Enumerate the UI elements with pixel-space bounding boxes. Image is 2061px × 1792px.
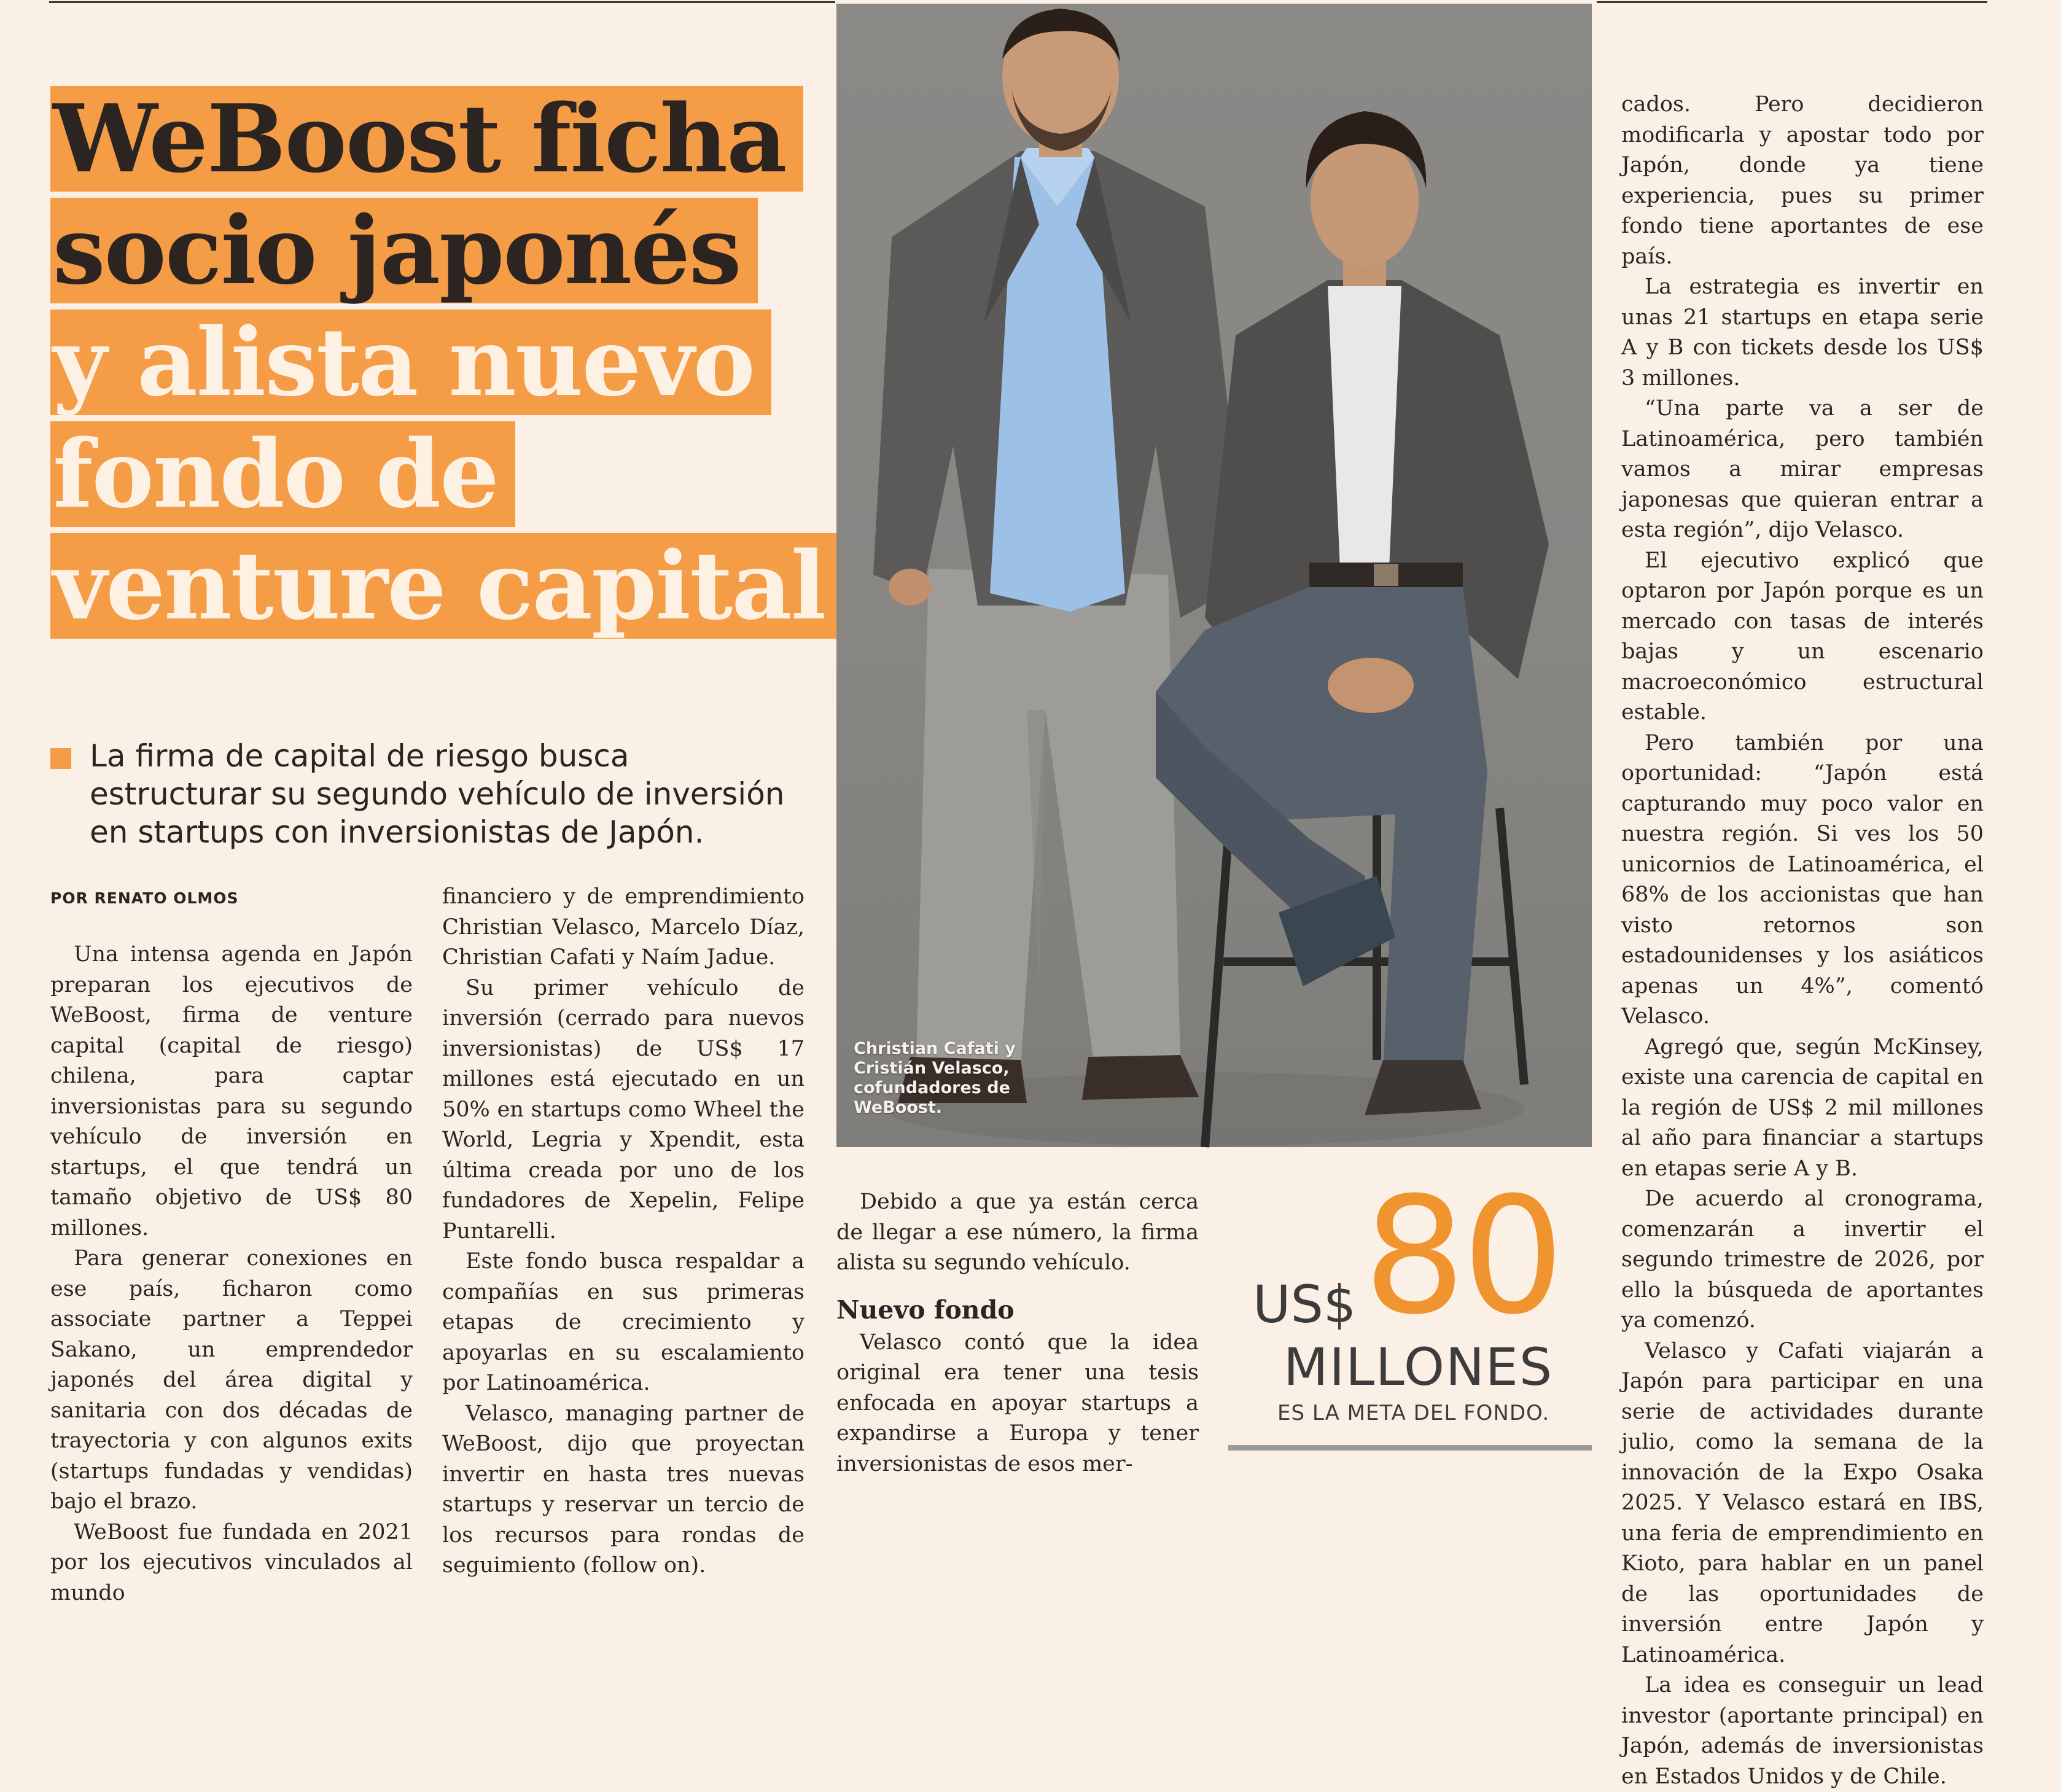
caption-line: WeBoost. [854, 1098, 943, 1117]
paragraph: Velasco contó que la idea original era tener una tesis enfocada en apoyar startups a expandirse a Europa y tener inversionistas de esos mer- [836, 1330, 1199, 1476]
top-rule-right [1597, 1, 1987, 3]
paragraph: Agregó que, según McKinsey, existe una carencia de capital en la región de US$ 2 mil millones al año para financiar a startups en etapas serie A y B. [1621, 1034, 1984, 1181]
paragraph: cados. Pero decidieron modificarla y apostar todo por Japón, donde ya tiene experiencia, pues su primer fondo tiene aportantes de ese país. [1621, 92, 1984, 269]
stat-note: ES LA META DEL FONDO. [1277, 1401, 1550, 1425]
paragraph: La idea es conseguir un lead investor (aportante principal) en Japón, además de inversionistas en Estados Unidos y de Chile. [1621, 1673, 1984, 1789]
paragraph: La estrategia es invertir en unas 21 startups en etapa serie A y B con tickets desde los US$ 3 millones. [1621, 275, 1984, 391]
paragraph: De acuerdo al cronograma, comenzarán a invertir el segundo trimestre de 2026, por ello la búsqueda de aportantes ya comenzó. [1621, 1186, 1984, 1333]
paragraph: El ejecutivo explicó que optaron por Japón porque es un mercado con tasas de interés bajas y un escenario macroeconómico estructural estable. [1621, 548, 1984, 725]
stat-number: 80 [1363, 1163, 1561, 1350]
paragraph: Pero también por una oportunidad: “Japón está capturando muy poco valor en nuestra región. Si ves los 50 unicornios de Latinoamérica, el 68% de los accionistas que han visto retornos son estadounidenses y los asiáticos apenas un 4%”, comentó Velasco. [1621, 730, 1984, 1029]
paragraph: Para generar conexiones en ese país, ficharon como associate partner a Teppei Sakano, un emprendedor japonés del área digital y sanitaria con dos décadas de trayectoria y con algunos exits (startups fundadas y vendidas) bajo el brazo. [50, 1246, 413, 1514]
deck-bullet-square-icon [50, 748, 71, 769]
headline-line-2: socio japonés [50, 198, 758, 303]
body-column-4 [1621, 90, 1984, 1789]
deck-text: La firma de capital de riesgo busca estructurar su segundo vehículo de inversión en startups con inversionistas de Japón. [90, 738, 785, 850]
deck [50, 737, 800, 851]
caption-line: Christian Cafati y [854, 1039, 1016, 1058]
stat-currency: US$ [1253, 1274, 1357, 1334]
paragraph: “Una parte va a ser de Latinoamérica, pero también vamos a mirar empresas japonesas que quieran entrar a esta región”, dijo Velasco. [1621, 396, 1984, 542]
photo-caption [854, 1039, 1016, 1118]
body-column-3 [836, 1187, 1199, 1476]
headline-line-5: venture capital [50, 533, 842, 639]
paragraph: WeBoost fue fundada en 2021 por los ejecutivos vinculados al mundo [50, 1519, 413, 1605]
headline-line-1: WeBoost ficha [50, 86, 803, 192]
stat-callout [1228, 1163, 1592, 1452]
photo-illustration [836, 4, 1592, 1147]
body-column-1 [50, 940, 413, 1605]
paragraph: Una intensa agenda en Japón preparan los ejecutivos de WeBoost, firma de venture capital (capital de riesgo) chilena, para captar inversionistas para su segundo vehículo de inversión en startups, el que tendrá un tamaño objetivo de US$ 80 millones. [50, 942, 413, 1241]
subhead: Nuevo fondo [836, 1295, 1015, 1325]
caption-line: Cristián Velasco, [854, 1059, 1010, 1078]
stat-unit: MILLONES [1284, 1337, 1554, 1397]
byline: POR RENATO OLMOS [50, 889, 239, 907]
paragraph: Su primer vehículo de inversión (cerrado para nuevos inversionistas) de US$ 17 millones está ejecutado en un 50% en startups como Wheel the World, Legria y Xpendit, esta última creada por uno de los fundadores de Xepelin, Felipe Puntarelli. [442, 975, 805, 1244]
body-column-2 [442, 882, 805, 1578]
top-rule-left [49, 1, 835, 3]
paragraph: Velasco, managing partner de WeBoost, dijo que proyectan invertir en hasta tres nuevas startups y reservar un tercio de los recursos para rondas de seguimiento (follow on). [442, 1401, 805, 1578]
headline [50, 86, 824, 645]
headline-line-4: fondo de [50, 421, 515, 527]
paragraph: Debido a que ya están cerca de llegar a ese número, la firma alista su segundo vehículo. [836, 1190, 1199, 1275]
caption-line: cofundadores de [854, 1078, 1010, 1097]
person-left [873, 9, 1248, 1103]
headline-line-3: y alista nuevo [50, 310, 771, 415]
stat-rule [1228, 1445, 1592, 1451]
cofounders-photo [836, 4, 1592, 1147]
paragraph: Velasco y Cafati viajarán a Japón para participar en una serie de actividades durante julio, como la semana de la innovación de la Expo Osaka 2025. Y Velasco estará en IBS, una feria de emprendimiento en Kioto, para hablar en un panel de las oportunidades de inversión entre Japón y Latinoamérica. [1621, 1338, 1984, 1667]
paragraph: Este fondo busca respaldar a compañías en sus primeras etapas de crecimiento y apoyarlas en su escalamiento por Latinoamérica. [442, 1249, 805, 1395]
paragraph: financiero y de emprendimiento Christian Velasco, Marcelo Díaz, Christian Cafati y Naím Jadue. [442, 884, 805, 970]
